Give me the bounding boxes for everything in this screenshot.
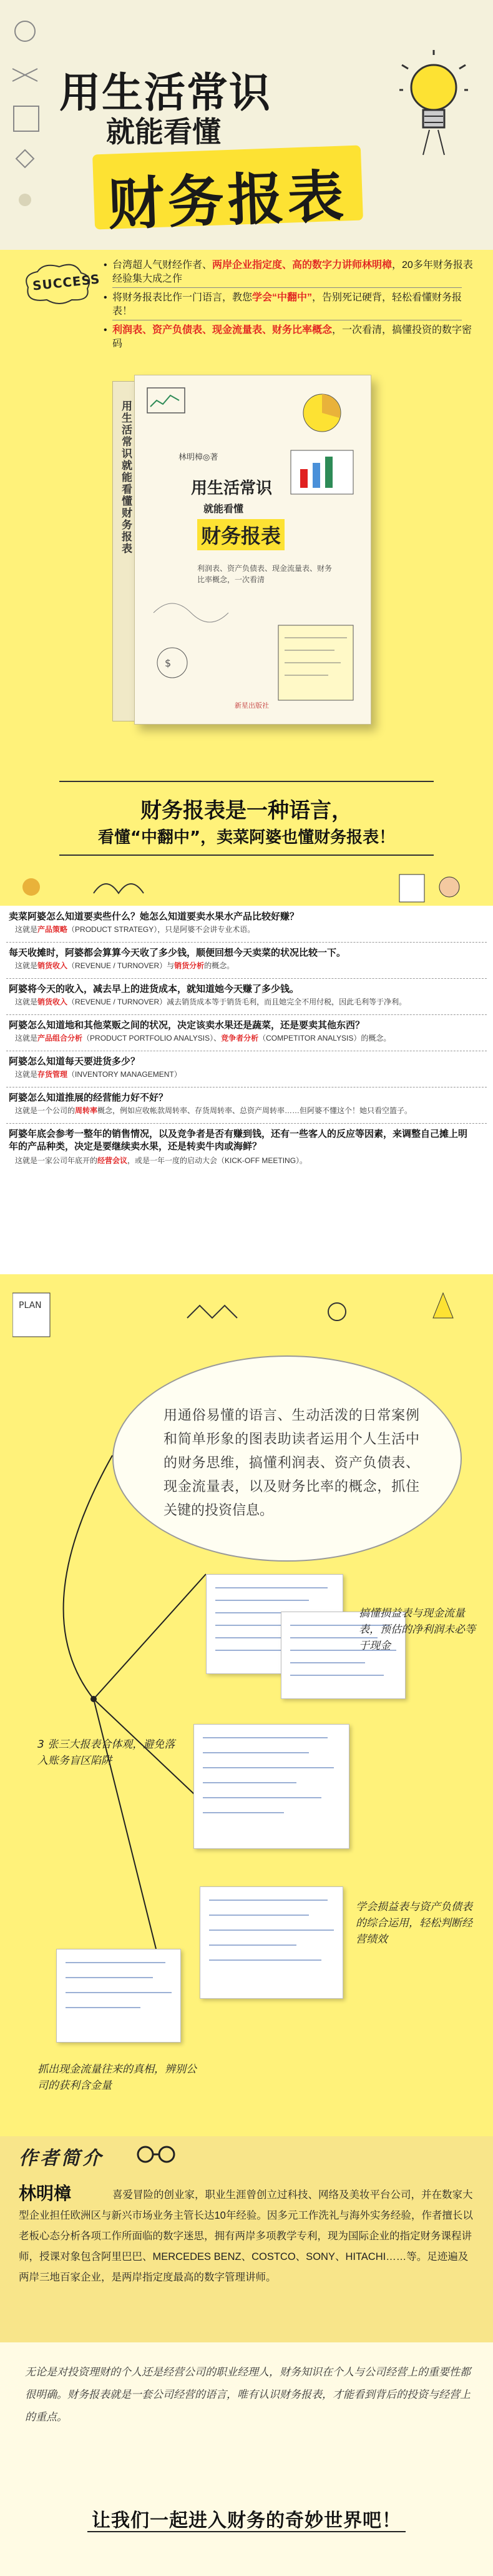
cover-subtitle: 利润表、资产负债表、现金流量表、财务比率概念，一次看清 [197,564,333,584]
hero-title-highlight [92,146,363,238]
hero-title-line3: 财务报表 [107,164,349,238]
hero-title-line1: 用生活常识 [59,69,271,117]
qa-answer-5: 这就是存货管理（INVENTORY MANAGEMENT） [15,1070,182,1079]
caption-1: 搞懂损益表与现金流量表，预估的净利润未必等于现金 [359,1607,476,1652]
cover-publisher: 新星出版社 [235,702,269,710]
divider [87,2531,406,2532]
hero-section [0,0,493,250]
footer-cta: 让我们一起进入财务的奇妙世界吧！ [92,2510,401,2532]
cover-title-line1: 用生活常识 [191,479,273,498]
slogan-line2: 看懂“中翻中”，卖菜阿婆也懂财务报表！ [97,828,396,847]
qa-question-6: 阿婆怎么知道推展的经营能力好不好？ [9,1092,168,1103]
qa-answer-4: 这就是产品组合分析（PRODUCT PORTFOLIO ANALYSIS）、竞争者分析（COMPETITOR ANALYSIS）的概念。 [15,1034,391,1043]
caption-3: 学会损益表与资产负债表的综合运用，轻松判断经营绩效 [356,1901,472,1946]
slogan-section [0,775,493,862]
slogan-line1: 财务报表是一种语言， [140,798,353,823]
book-cover [134,375,371,725]
qa-bottom-doodles-icon [12,1287,481,1343]
author-bio: 喜爱冒险的创业家，职业生涯曾创立过科技、网络及美妆平台公司，并在数家大型企业担任欧洲区与新兴市场业务主管长达10年经验。因多元工作洗礼与海外实务经验，作者擅长以老板心态分析各项工作所面临的数字迷思，拥有两岸多项教学专利，现为国际企业的指定财务课程讲师，授课对象包含阿里巴巴、MERCEDES BENZ、COSTCO、SONY、HITACHI……等。足迹遍及两岸三地百家企业，是两岸指定度最高的数字管理讲师。 [19,2189,473,2283]
doodle-left-icon [6,12,50,237]
light-bulb-icon [399,50,468,156]
footer-section [0,2342,493,2576]
diagram-section [0,1349,493,2136]
glasses-icon [134,2145,178,2164]
caption-2: 3 张三大报表合体观，避免落入账务盲区陷阱 [37,1738,175,1767]
author-heading: 作者简介 [19,2147,104,2169]
hero-title-line2: 就能看懂 [106,115,221,149]
statement-image-5 [56,1949,181,2043]
qa-question-1: 卖菜阿婆怎么知道要卖些什么？她怎么知道要卖水果水产品比较好赚？ [9,911,300,922]
intro-bullet-3: • 利润表、资产负债表、现金流量表、财务比率概念，一次看清，搞懂投资的数字密码 [112,324,474,351]
summary-text: 用通俗易懂的语言、生动活泼的日常案例和简单形象的图表助读者运用个人生活中的财务思维，搞懂利润表、资产负债表、现金流量表，以及财务比率的概念，抓住 关键的投资信息。 [164,1407,419,1518]
qa-answer-2: 这就是销货收入（REVENUE / TURNOVER）与销货分析的概念。 [15,961,235,970]
author-section [0,2136,493,2342]
qa-question-7: 阿婆年底会参考一整年的销售情况，以及竞争者是否有赚到钱，还有一些客人的反应等因素，来调整自己摊上明年的产品种类，决定是要继续卖水果，还是转卖牛肉或海鲜？ [9,1129,468,1152]
statement-image-3 [193,1724,349,1849]
cover-author: 林明樟◎著 [178,452,218,462]
success-badge: SUCCESS [19,262,94,306]
divider [6,1014,487,1015]
intro-bullet-2: • 将财务报表比作一门语言，教您学会“中翻中”，告别死记硬背，轻松看懂财务报表！ [112,291,474,319]
caption-4: 抓出现金流量往来的真相，辨别公司的获利含金量 [37,2063,197,2092]
qa-answer-7: 这就是一家公司年底开的经营会议，或是一年一度的启动大会（KICK-OFF MEETING）。 [15,1156,308,1165]
svg-text:$: $ [165,657,172,669]
qa-section [0,862,493,1349]
book-section [0,350,493,775]
qa-answer-1: 这就是产品策略（PRODUCT STRATEGY），只是阿婆不会讲专业术语。 [15,925,255,934]
qa-answer-3: 这就是销货收入（REVENUE / TURNOVER）减去销货成本等于销货毛利，而且她完全不用付税，因此毛利等于净利。 [15,998,407,1006]
statement-image-4 [200,1886,343,1999]
divider [112,287,462,288]
cover-title-line2: 就能看懂 [203,503,244,515]
cover-title [191,475,285,550]
divider [6,1123,487,1124]
divider [6,942,487,943]
qa-question-4: 阿婆怎么知道地和其他菜贩之间的状况，决定该卖水果还是蔬菜，还是要卖其他东西？ [9,1020,365,1031]
qa-question-5: 阿婆怎么知道每天要进货多少？ [9,1056,140,1067]
qa-question-3: 阿婆将今天的收入，减去早上的进货成本，就知道她今天赚了多少钱。 [9,984,300,994]
qa-top-doodles-icon [19,868,474,906]
qa-answer-6: 这就是一个公司的周转率概念，例如应收帐款周转率、存货周转率、总资产周转率……但阿婆不懂这个！她只看空篮子。 [15,1106,412,1115]
qa-question-2: 每天收摊时，阿婆都会算算今天收了多少钱，顺便回想今天卖菜的状况比较一下。 [9,948,346,958]
divider [59,781,434,782]
svg-text:PLAN: PLAN [19,1300,42,1310]
book-spine: 用生活常识就能看懂财务报表 [112,381,136,721]
footer-text: 无论是对投资理财的个人还是经营公司的职业经理人，财务知识在个人与公司经营上的重要性都很明确。财务报表就是一套公司经营的语言，唯有认识财务报表，才能看到背后的投资与经营上的重点。 [25,2366,471,2424]
cover-title-line3: 财务报表 [197,519,285,550]
intro-bullet-1: • 台湾超人气财经作者、两岸企业指定度、高的数字力讲师林明樟，20多年财务报表经验集大成之作 [112,259,474,286]
cover-doodles-icon [135,375,372,725]
divider [59,855,434,856]
intro-section [0,250,493,349]
divider [6,978,487,979]
qa-panel [0,906,493,1274]
author-name: 林明樟 [19,2183,72,2204]
